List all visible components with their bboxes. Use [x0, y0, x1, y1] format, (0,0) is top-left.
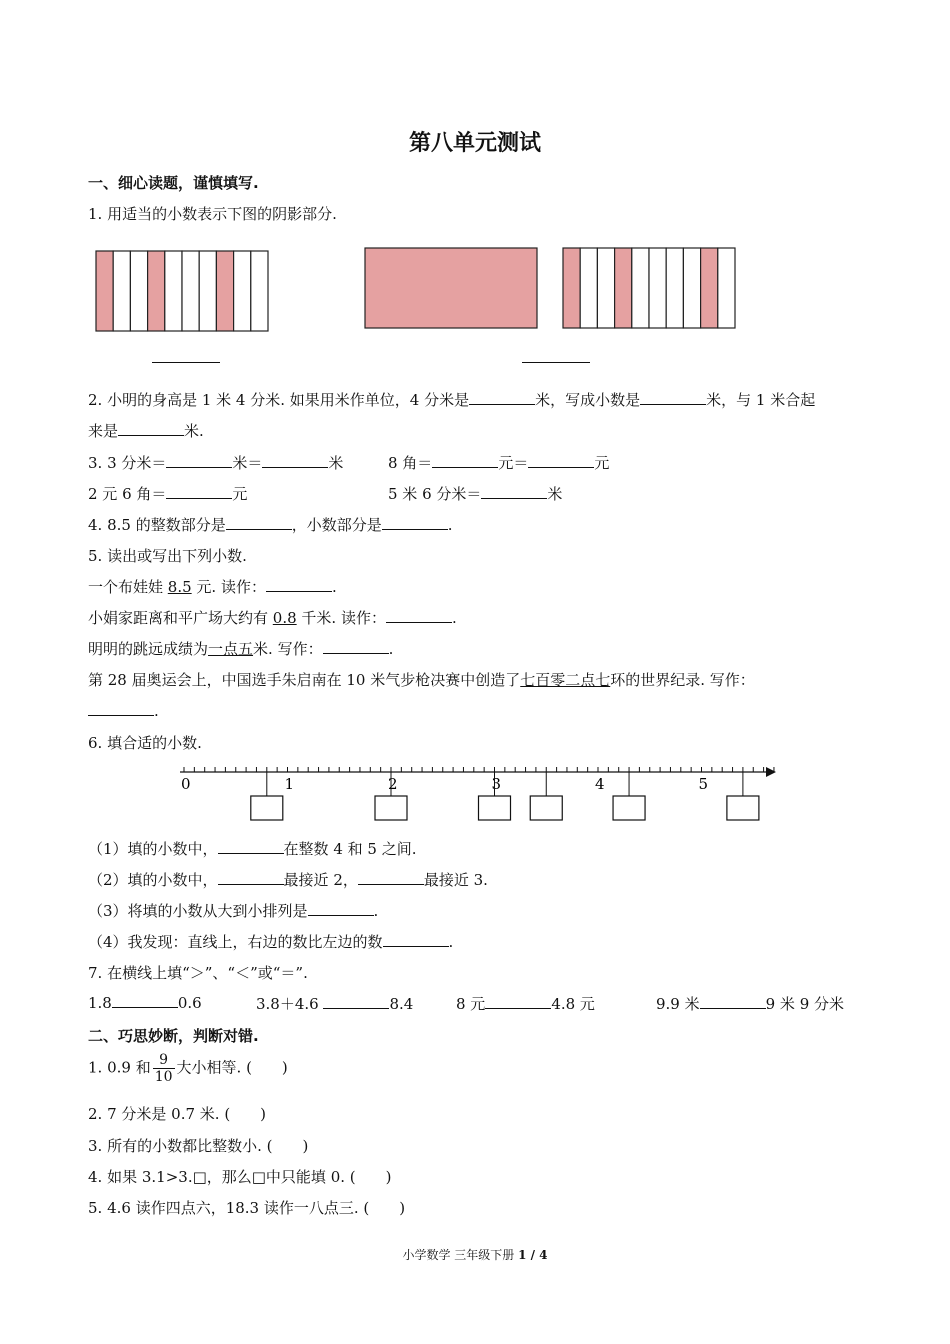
blank-part [683, 248, 700, 328]
q5-a: 一个布娃娃 8.5 元. 读作： . [88, 578, 337, 596]
q3-d: 5 米 6 分米＝ 米 [388, 485, 563, 503]
shaded-part [365, 248, 537, 328]
answer-blank-fig1[interactable] [152, 362, 220, 363]
shaded-part [563, 248, 580, 328]
blank-part [234, 251, 251, 331]
tick-label: 5 [698, 775, 709, 793]
q2-line1: 2. 小明的身高是 1 米 4 分米. 如果用米作单位，4 分米是 米，写成小数是 米，与 1 米合起 [88, 391, 816, 409]
blank-part [580, 248, 597, 328]
tick-label: 1 [284, 775, 295, 793]
answer-blank[interactable] [528, 453, 594, 468]
s2-q3: 3. 所有的小数都比整数小. ( ) [88, 1137, 309, 1155]
answer-blank[interactable] [112, 993, 178, 1008]
q1-text: 1. 用适当的小数表示下图的阴影部分. [88, 205, 337, 223]
answer-blank[interactable] [266, 577, 332, 592]
answer-blank[interactable] [218, 870, 284, 885]
answer-blank-fig3[interactable] [522, 362, 590, 363]
shaded-part [148, 251, 165, 331]
q7-item-2: 3.8＋4.6 8.4 [256, 995, 414, 1013]
q6-p4: （4）我发现：直线上，右边的数比左边的数 . [88, 933, 454, 951]
answer-blank[interactable] [88, 701, 154, 716]
q2-line2: 来是 米. [88, 422, 204, 440]
s2-q5: 5. 4.6 读作四点六，18.3 读作一八点三. ( ) [88, 1199, 406, 1217]
answer-box[interactable] [727, 796, 759, 820]
number-line [170, 760, 790, 824]
q5-d-answer: . [88, 701, 159, 720]
q5-c: 明明的跳远成绩为一点五米. 写作： . [88, 640, 394, 658]
answer-blank[interactable] [469, 390, 535, 405]
tick-label: 0 [181, 775, 191, 793]
tick-label: 4 [595, 775, 605, 793]
fraction-figure-1 [95, 250, 270, 332]
blank-part [597, 248, 614, 328]
answer-blank[interactable] [386, 608, 452, 623]
blank-part [251, 251, 268, 331]
q5-text: 5. 读出或写出下列小数. [88, 547, 247, 565]
answer-blank[interactable] [218, 839, 284, 854]
shaded-part [216, 251, 233, 331]
blank-part [649, 248, 666, 328]
tick-label: 2 [388, 775, 398, 793]
section-2-heading: 二、巧思妙断，判断对错. [88, 1027, 259, 1045]
answer-box[interactable] [613, 796, 645, 820]
q5-d: 第 28 届奥运会上，中国选手朱启南在 10 米气步枪决赛中创造了七百零二点七环的世界纪录. 写作： [88, 671, 755, 689]
answer-blank[interactable] [700, 994, 766, 1009]
answer-blank[interactable] [166, 453, 232, 468]
q7-item-3: 8 元 4.8 元 [456, 995, 595, 1013]
blank-part [718, 248, 735, 328]
blank-part [182, 251, 199, 331]
q4: 4. 8.5 的整数部分是 ，小数部分是 . [88, 516, 453, 534]
answer-blank[interactable] [308, 901, 374, 916]
answer-blank[interactable] [383, 932, 449, 947]
page-number: 1 / 4 [518, 1248, 548, 1262]
shaded-part [96, 251, 113, 331]
answer-blank[interactable] [485, 994, 551, 1009]
q6-text: 6. 填合适的小数. [88, 734, 202, 752]
fraction: $\frac{9}{10}$ [154, 1052, 173, 1085]
blank-part [632, 248, 649, 328]
answer-blank[interactable] [166, 484, 232, 499]
q6-p2: （2）填的小数中， 最接近 2， 最接近 3. [88, 871, 488, 889]
shaded-part [701, 248, 718, 328]
answer-blank[interactable] [323, 994, 389, 1009]
q7-text: 7. 在横线上填“＞”、“＜”或“＝”. [88, 964, 308, 982]
q6-p1: （1）填的小数中， 在整数 4 和 5 之间. [88, 840, 417, 858]
page-title: 第八单元测试 [408, 131, 541, 156]
q3-a: 3. 3 分米＝ 米＝ 米 [88, 454, 344, 472]
answer-box[interactable] [530, 796, 562, 820]
q7-item-1: 1.8 0.6 [88, 994, 202, 1012]
axis-arrow [766, 767, 776, 777]
answer-blank[interactable] [432, 453, 498, 468]
q6-p3: （3）将填的小数从大到小排列是 . [88, 902, 379, 920]
s2-q2: 2. 7 分米是 0.7 米. ( ) [88, 1105, 267, 1123]
answer-blank[interactable] [382, 515, 448, 530]
fraction-figure-2 [364, 247, 539, 329]
q5-b: 小娟家距离和平广场大约有 0.8 千米. 读作： . [88, 609, 457, 627]
page-footer: 小学数学 三年级下册 1 / 4 [402, 1248, 548, 1262]
answer-box[interactable] [479, 796, 511, 820]
fraction-figure-3 [562, 247, 737, 329]
answer-blank[interactable] [358, 870, 424, 885]
section-1-heading: 一、细心读题，谨慎填写. [88, 174, 259, 192]
q3-b: 8 角＝ 元＝ 元 [388, 454, 610, 472]
blank-part [666, 248, 683, 328]
q3-c: 2 元 6 角＝ 元 [88, 485, 248, 503]
answer-blank[interactable] [323, 639, 389, 654]
answer-blank[interactable] [262, 453, 328, 468]
shaded-part [615, 248, 632, 328]
s2-q1: 1. 0.9 和 $\frac{9}{10}$ 大小相等. ( ) [88, 1052, 288, 1085]
answer-blank[interactable] [118, 421, 184, 436]
blank-part [199, 251, 216, 331]
blank-part [130, 251, 147, 331]
answer-blank[interactable] [640, 390, 706, 405]
s2-q4: 4. 如果 3.1>3.□，那么□中只能填 0. ( ) [88, 1168, 392, 1186]
answer-blank[interactable] [226, 515, 292, 530]
blank-part [113, 251, 130, 331]
answer-blank[interactable] [481, 484, 547, 499]
q7-item-4: 9.9 米 9 米 9 分米 [656, 995, 845, 1013]
blank-part [165, 251, 182, 331]
answer-box[interactable] [375, 796, 407, 820]
tick-label: 3 [491, 775, 502, 793]
answer-box[interactable] [251, 796, 283, 820]
